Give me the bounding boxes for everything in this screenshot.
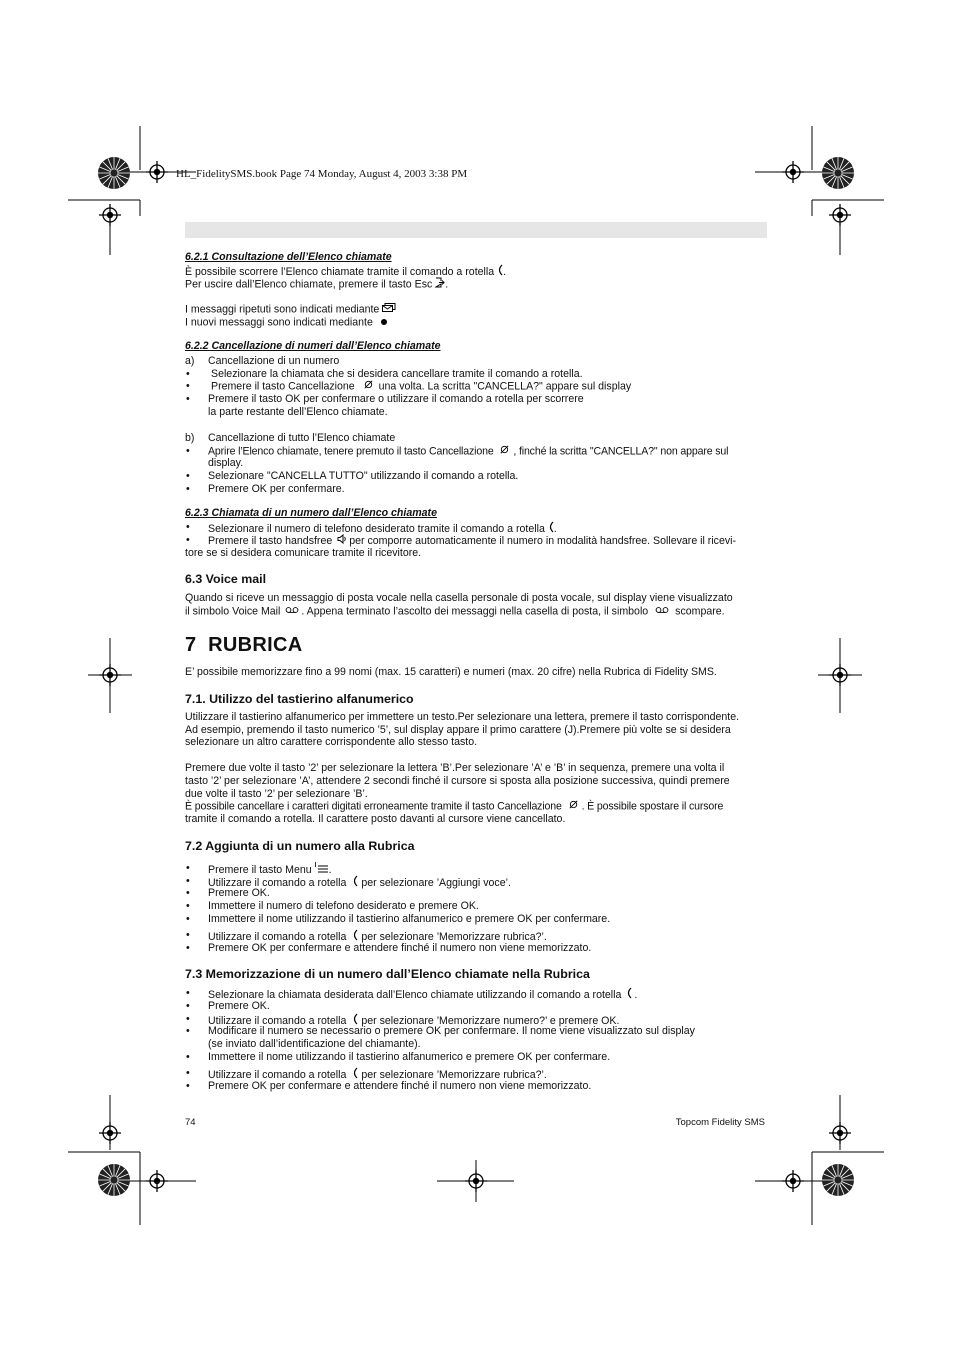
- bullet: •: [186, 1080, 190, 1092]
- paragraph: Premere due volte il tasto ’2’ per selezionare la lettera ’B’.Per selezionare ’A’ e ’B’ in sequenza, premere una volta il: [185, 762, 725, 774]
- bullet: •: [186, 929, 190, 941]
- paragraph: I messaggi ripetuti sono indicati mediante: [185, 303, 396, 316]
- section-6-2-2-title: 6.2.2 Cancellazione di numeri dall’Elenco chiamate: [185, 340, 441, 352]
- handsfree-icon: [337, 534, 347, 548]
- chapter-title: 7 RUBRICA: [185, 634, 303, 656]
- bullet: •: [186, 1000, 190, 1012]
- paragraph: È possibile cancellare i caratteri digitati erroneamente tramite il tasto Cancellazione . È possibile spostare il cursore: [185, 800, 724, 813]
- delete-icon: [500, 445, 509, 458]
- list-item: Utilizzare il comando a rotella per selezionare ’Memorizzare rubrica?’.: [208, 1067, 547, 1083]
- bullet: •: [186, 887, 190, 899]
- paragraph: Utilizzare il tastierino alfanumerico per immettere un testo.Per selezionare una lettera, premere il tasto corrispondente.: [185, 711, 740, 723]
- rotella-icon: [352, 875, 358, 891]
- bullet: •: [186, 1051, 190, 1063]
- bullet: •: [186, 875, 190, 887]
- paragraph: Ad esempio, premendo il tasto numerico ’5’, sul display appare il primo carattere (J).Premere più volte se si desidera: [185, 724, 731, 736]
- new-msg-dot-icon: [380, 316, 388, 329]
- paragraph: È possibile scorrere l’Elenco chiamate tramite il comando a rotella .: [185, 264, 506, 280]
- list-item: Utilizzare il comando a rotella per selezionare ’Memorizzare rubrica?’.: [208, 929, 547, 945]
- list-item: Selezionare il numero di telefono desiderato tramite il comando a rotella .: [208, 521, 557, 537]
- bullet: •: [186, 942, 190, 954]
- bullet: •: [186, 1025, 190, 1037]
- list-item: Immettere il numero di telefono desiderato e premere OK.: [208, 900, 479, 912]
- list-item: Immettere il nome utilizzando il tastierino alfanumerico e premere OK per confermare.: [208, 1051, 611, 1063]
- list-item: Premere OK per confermare e attendere finché il numero non viene memorizzato.: [208, 1080, 592, 1092]
- list-item: Premere il tasto Cancellazione una volta. La scritta "CANCELLA?" appare sul display: [211, 380, 632, 393]
- section-7-1-title: 7.1. Utilizzo del tastierino alfanumerico: [185, 692, 414, 706]
- voicemail-icon: [285, 605, 299, 618]
- bullet: •: [186, 913, 190, 925]
- bullet: •: [186, 900, 190, 912]
- list-item: Modificare il numero se necessario o premere OK per confermare. Il nome viene visualizzato sul display: [208, 1025, 695, 1037]
- bullet: •: [186, 534, 190, 546]
- list-item: Selezionare "CANCELLA TUTTO" utilizzando il comando a rotella.: [208, 470, 519, 482]
- bullet: •: [186, 445, 190, 457]
- list-item: Premere OK per confermare.: [208, 483, 345, 495]
- list-marker: b): [185, 432, 195, 444]
- delete-icon: [569, 800, 578, 813]
- paragraph: selezionare un altro carattere corrispondente allo stesso tasto.: [185, 736, 478, 748]
- list-item: Premere il tasto OK per confermare o utilizzare il comando a rotella per scorrere: [208, 393, 584, 405]
- paragraph: due volte il tasto ’2’ per selezionare ’B’.: [185, 788, 368, 800]
- list-item: display.: [208, 457, 244, 469]
- bullet: •: [186, 393, 190, 405]
- list-item: Selezionare la chiamata che si desidera cancellare tramite il comando a rotella.: [211, 368, 583, 380]
- paragraph: Per uscire dall’Elenco chiamate, premere il tasto Esc .: [185, 278, 449, 291]
- bullet: •: [186, 987, 190, 999]
- list-item: Premere il tasto handsfree per comporre automaticamente il numero in modalità handsfree. Sollevare il ricevi-: [208, 534, 737, 547]
- section-6-2-3-title: 6.2.3 Chiamata di un numero dall’Elenco chiamate: [185, 507, 437, 519]
- list-item: Premere il tasto Menu .: [208, 862, 332, 878]
- list-item: (se inviato dall’identificazione del chiamante).: [208, 1038, 421, 1050]
- esc-icon: [435, 277, 445, 292]
- paragraph: tramite il comando a rotella. Il carattere posto davanti al cursore viene cancellato.: [185, 813, 566, 825]
- bullet: •: [186, 521, 190, 533]
- voicemail-icon: [655, 605, 669, 618]
- bullet: •: [186, 368, 190, 380]
- section-7-2-title: 7.2 Aggiunta di un numero alla Rubrica: [185, 839, 415, 853]
- bullet: •: [186, 1067, 190, 1079]
- paragraph: tasto ’2’ per selezionare ’A’, attendere 2 secondi finché il cursore si sposta alla posizione successiva, quindi premere: [185, 775, 730, 787]
- bullet: •: [186, 470, 190, 482]
- paragraph: E’ possibile memorizzare fino a 99 nomi (max. 15 caratteri) e numeri (max. 20 cifre) nella Rubrica di Fidelity SMS.: [185, 666, 717, 678]
- list-item: la parte restante dell’Elenco chiamate.: [208, 406, 388, 418]
- list-item: Immettere il nome utilizzando il tastierino alfanumerico e premere OK per confermare.: [208, 913, 611, 925]
- list-item: Premere OK.: [208, 887, 270, 899]
- bullet: •: [186, 1013, 190, 1025]
- bullet: •: [186, 862, 190, 874]
- paragraph: Quando si riceve un messaggio di posta vocale nella casella personale di posta vocale, sul display viene visualizzato: [185, 592, 733, 604]
- paragraph: I nuovi messaggi sono indicati mediante: [185, 316, 388, 329]
- bullet: •: [186, 380, 190, 392]
- paragraph: il simbolo Voice Mail . Appena terminato l’ascolto dei messaggi nella casella di posta, il simbolo scompare.: [185, 605, 725, 618]
- header-band: [185, 222, 767, 238]
- list-item: Utilizzare il comando a rotella per selezionare ’Memorizzare numero?’ e premere OK.: [208, 1013, 619, 1029]
- list-item: Selezionare la chiamata desiderata dall’Elenco chiamate utilizzando il comando a rotella .: [208, 987, 637, 1003]
- page-number: 74: [185, 1117, 196, 1128]
- section-6-3-title: 6.3 Voice mail: [185, 572, 267, 586]
- rotella-icon: [626, 987, 632, 1003]
- bullet: •: [186, 483, 190, 495]
- list-item: Premere OK.: [208, 1000, 270, 1012]
- list-item: Cancellazione di un numero: [208, 355, 340, 367]
- list-item: Cancellazione di tutto l’Elenco chiamate: [208, 432, 396, 444]
- list-item: tore se si desidera comunicare tramite il ricevitore.: [185, 547, 422, 559]
- footer-product: Topcom Fidelity SMS: [675, 1117, 765, 1128]
- list-marker: a): [185, 355, 195, 367]
- print-header: HL_FidelitySMS.book Page 74 Monday, August 4, 2003 3:38 PM: [176, 168, 468, 180]
- list-item: Utilizzare il comando a rotella per selezionare ’Aggiungi voce’.: [208, 875, 511, 891]
- section-6-2-1-title: 6.2.1 Consultazione dell’Elenco chiamate: [185, 251, 392, 263]
- repeated-msg-icon: [382, 303, 396, 316]
- list-item: Premere OK per confermare e attendere finché il numero non viene memorizzato.: [208, 942, 592, 954]
- section-7-3-title: 7.3 Memorizzazione di un numero dall’Elenco chiamate nella Rubrica: [185, 967, 590, 981]
- delete-icon: [364, 380, 373, 393]
- list-item: Aprire l’Elenco chiamate, tenere premuto il tasto Cancellazione , finché la scritta "CANCELLA?" non appare sul: [208, 445, 729, 458]
